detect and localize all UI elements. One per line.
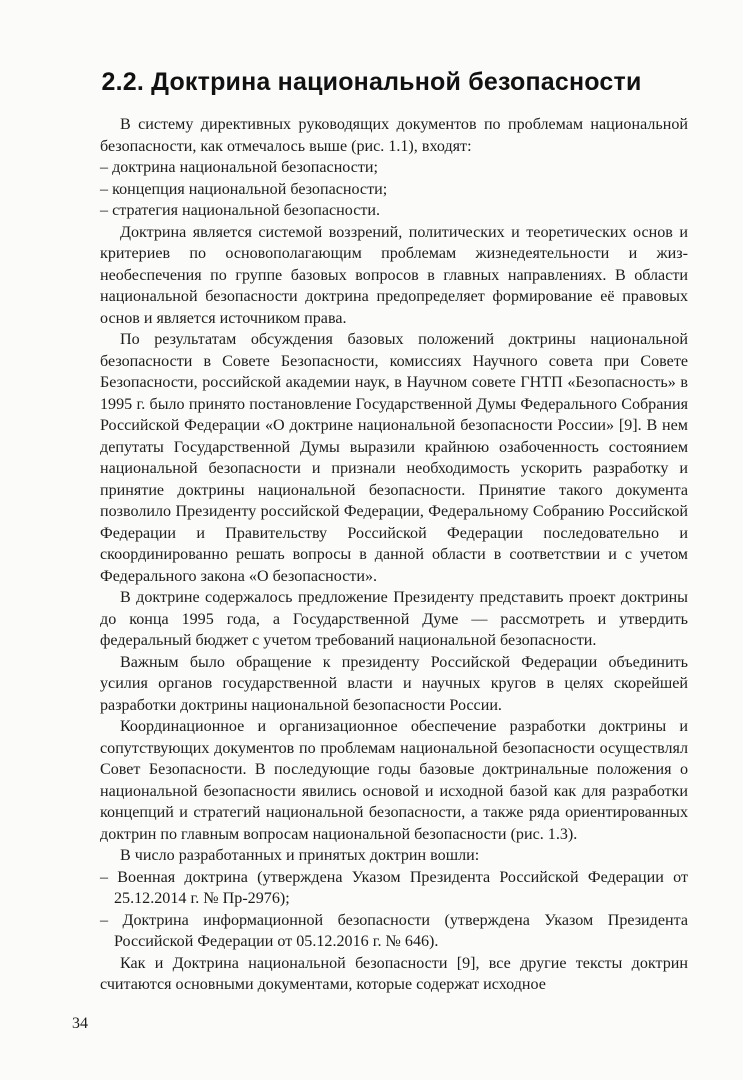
list-item: – Военная доктрина (утверждена Указом Президента Российской Федерации от 25.12.2014 г. № Пр-2976); (100, 868, 688, 907)
paragraph: В систему директивных руководящих документов по проблемам национальной безопасности, как отмечалось выше (рис. 1.1), входят: (100, 116, 688, 155)
list-item: – доктрина национальной безопасности; (100, 159, 379, 176)
list-item: – Доктрина информационной безопасности (утверждена Указом Президента Российской Федерации от 05.12.2016 г. № 646). (100, 911, 688, 950)
page-number: 34 (72, 1015, 88, 1032)
list-item: – стратегия национальной безопасности. (100, 202, 381, 219)
body-text (100, 114, 688, 996)
section-title: Доктрина национальной безопасности (151, 68, 642, 96)
paragraph: По результатам обсуждения базовых положений доктрины национальной безопасности в Совете Безопасности, комиссиях Научного совета при Совете Безопасности, российской академии наук, в Научном совете ГНТП «Безопасность» в 1995 г. было принято постановление Государственной Думы Федерального Собрания Российской Федерации «О доктрине национальной безопасности России» [9]. В нем депутаты Государственной Думы выразили крайнюю озабоченность состоянием национальной безопасности и признали необходимость ускорить разработку и принятие доктрины национальной безопасности. Принятие такого документа позволило Президенту российской Федерации, Федеральному Собранию Российской Федерации и Правительству Российской Федерации последовательно и скоординированно решать вопросы в данной области в соответствии и с учетом Федерального закона «О безопасности». (100, 331, 688, 585)
paragraph: Координационное и организационное обеспечение разработки доктрины и сопутствующих документов по проблемам национальной безопасности осуществлял Совет Безопасности. В последующие годы базовые доктринальные положения о национальной безопасности явились основой и исходной базой как для разработки концепций и стратегий национальной безопасности, а также ряда ориентированных доктрин по главным вопросам национальной безопасности (рис. 1.3). (100, 718, 688, 843)
paragraph: В число разработанных и принятых доктрин вошли: (120, 847, 480, 864)
paragraph: Как и Доктрина национальной безопасности [9], все другие тексты доктрин считаются основными документами, которые содержат исходное (100, 954, 688, 993)
section-heading (0, 68, 743, 97)
section-number: 2.2. (101, 68, 144, 96)
paragraph: Доктрина является системой воззрений, политических и теоретических основ и критериев по основополагающим проблемам жизнедеятельности и жизнеобеспечения по группе базовых вопросов в главных направлениях. В области национальной безопасности доктрина предопределяет формирование её правовых основ и является источником права. (100, 223, 688, 327)
paragraph: Важным было обращение к президенту Российской Федерации объединить усилия органов государственной власти и научных кругов в целях скорейшей разработки доктрины национальной безопасности России. (100, 653, 688, 714)
paragraph: В доктрине содержалось предложение Президенту представить проект доктрины до конца 1995 года, а Государственной Думе — рассмотреть и утвердить федеральный бюджет с учетом требований национальной безопасности. (100, 589, 688, 649)
list-item: – концепция национальной безопасности; (100, 180, 388, 198)
